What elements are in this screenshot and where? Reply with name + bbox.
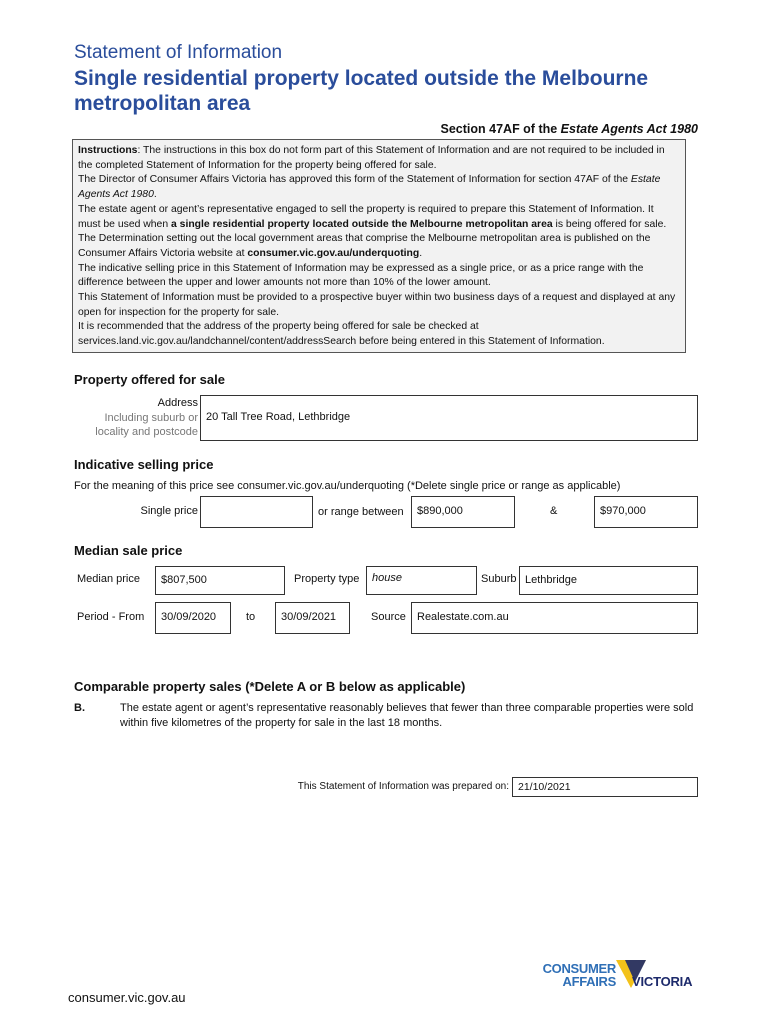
comparable-heading: Comparable property sales (*Delete A or B below as applicable) (74, 679, 466, 694)
instructions-p2-act: Estate Agents Act 1980 (78, 174, 661, 201)
property-type-label: Property type (294, 573, 360, 585)
period-to-label: to (246, 611, 256, 623)
median-price-field[interactable]: $807,500 (155, 566, 285, 595)
instructions-p5: This Statement of Information must be provided to a prospective buyer within two business days of a request and displayed at any open for inspection for the property for sale. (78, 292, 676, 318)
address-label-line2: Including suburb or (104, 411, 198, 424)
instructions-p4: The indicative selling price in this Statement of Information may be expressed as a single price, or as a price range with the difference between the upper and lower amounts not more than 10% of the lower amount. (78, 262, 644, 289)
section-act: Estate Agents Act 1980 (560, 122, 698, 136)
instructions-p1-text: : The instructions in this box do not form part of this Statement of Information and are not required to be included in the completed Statement of Information for the property being offered for sale. (78, 145, 665, 171)
median-heading: Median sale price (74, 543, 183, 558)
address-label (70, 396, 198, 440)
single-price-field[interactable] (200, 496, 313, 528)
logo-victoria-word: VICTORIA (632, 974, 693, 989)
instructions-p2-text: The Director of Consumer Affairs Victoria has approved this form of the Statement of Information for section 47AF of the (78, 174, 631, 186)
source-field[interactable]: Realestate.com.au (411, 602, 698, 634)
instructions-p6: It is recommended that the address of the property being offered for sale be checked at services.land.vic.gov.au/landchannel/content/addressSearch before being entered in this Statement of Information. (78, 321, 605, 348)
period-to-field[interactable]: 30/09/2021 (275, 602, 350, 634)
instructions-p2-end: . (153, 189, 157, 201)
section-reference (441, 122, 698, 136)
instructions-p3-b: is being offered for sale. The Determination setting out the local government areas that comprise the Melbourne metropolitan area is published on the Consumer Affairs Victoria website at (78, 218, 667, 259)
suburb-field[interactable]: Lethbridge (519, 566, 698, 595)
option-b-marker: B. (74, 702, 85, 714)
range-ampersand: & (550, 505, 558, 517)
page-title: Single residential property located outside the Melbourne metropolitan area (74, 67, 649, 115)
period-from-label: Period - From (77, 611, 145, 623)
range-low-field[interactable]: $890,000 (411, 496, 515, 528)
prepared-date-field[interactable]: 21/10/2021 (512, 777, 698, 797)
property-type-field[interactable]: house (366, 566, 477, 595)
logo-line1: CONSUMER (542, 961, 616, 976)
logo-line2: AFFAIRS (562, 974, 616, 989)
price-heading: Indicative selling price (74, 457, 214, 472)
address-field[interactable]: 20 Tall Tree Road, Lethbridge (200, 395, 698, 441)
instructions-p3 (78, 203, 679, 262)
address-label-line1: Address (157, 397, 198, 409)
single-price-label: Single price (140, 505, 198, 517)
price-note: For the meaning of this price see consumer.vic.gov.au/underquoting (*Delete single price or range as applicable) (74, 480, 621, 492)
range-high-field[interactable]: $970,000 (594, 496, 698, 528)
instructions-p2 (78, 173, 679, 202)
instructions-p3-bold: a single residential property located outside the Melbourne metropolitan area (171, 218, 553, 230)
instructions-p1 (78, 144, 679, 173)
instructions-box (72, 139, 686, 353)
option-b-text: The estate agent or agent’s representative reasonably believes that fewer than three comparable properties were sold within five kilometres of the property for sale in the last 18 months. (120, 702, 694, 729)
instructions-p3-a: The estate agent or agent’s representative engaged to sell the property is required to prepare this Statement of Information. It must be used when (78, 203, 654, 230)
instructions-label: Instructions (78, 145, 138, 156)
suburb-label: Suburb (481, 573, 517, 585)
period-from-field[interactable]: 30/09/2020 (155, 602, 231, 634)
footer-url[interactable]: consumer.vic.gov.au (68, 990, 186, 1005)
prepared-label: This Statement of Information was prepared on: (297, 781, 509, 792)
median-price-label: Median price (77, 573, 140, 585)
range-label: or range between (318, 506, 404, 518)
source-label: Source (371, 611, 406, 623)
property-heading: Property offered for sale (74, 372, 225, 387)
section-prefix: Section 47AF of the (440, 122, 561, 136)
instructions-p3-end: . (419, 247, 423, 259)
form-subtitle: Statement of Information (74, 42, 283, 63)
consumer-affairs-victoria-logo (528, 958, 704, 1008)
underquoting-link[interactable]: consumer.vic.gov.au/underquoting (247, 247, 420, 259)
address-label-line3: locality and postcode (95, 426, 198, 438)
